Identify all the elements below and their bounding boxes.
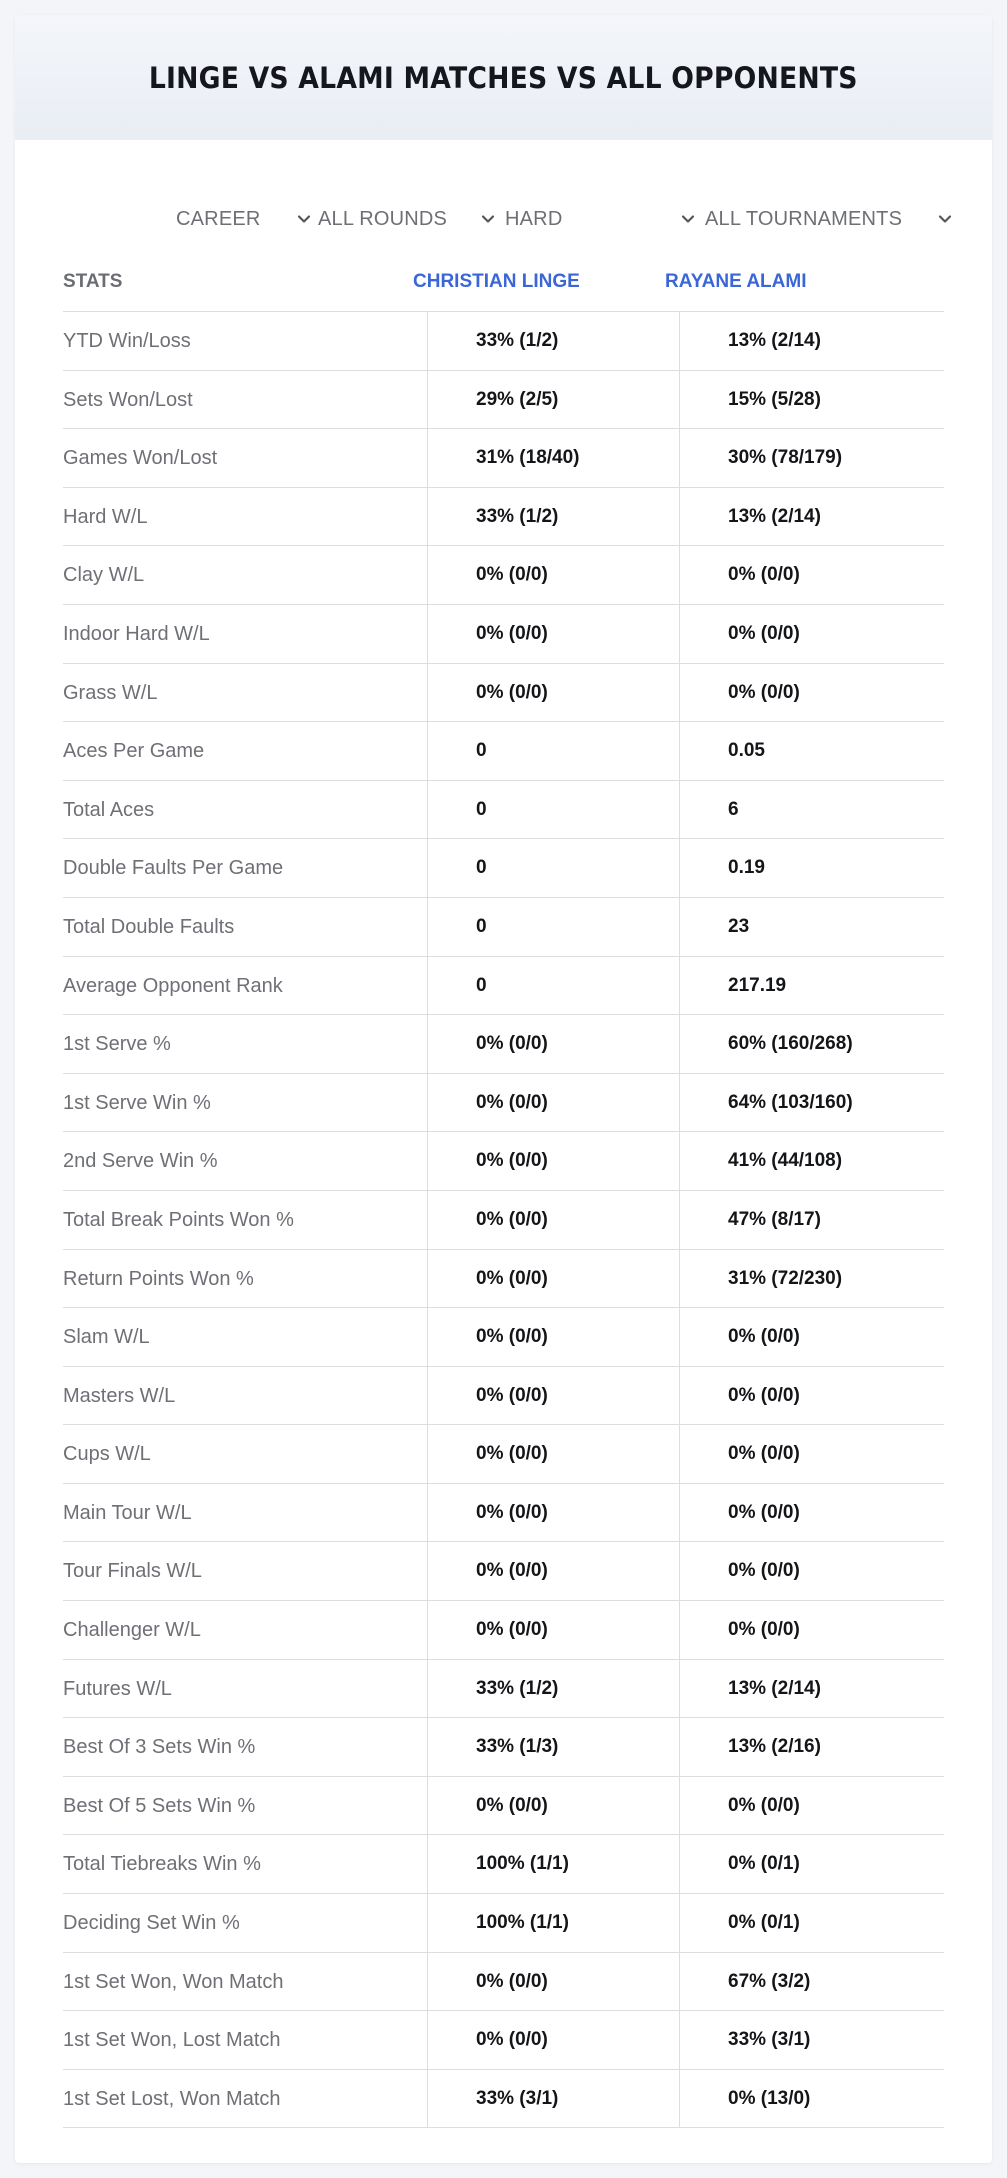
header-stats: STATS xyxy=(63,271,123,292)
table-row xyxy=(63,1132,944,1191)
stat-label: Return Points Won % xyxy=(63,1267,254,1290)
table-row xyxy=(63,546,944,605)
table-header xyxy=(63,251,944,311)
stat-label: Slam W/L xyxy=(63,1326,150,1349)
player2-stat-value: 0.19 xyxy=(728,857,765,879)
player1-stat-value: 33% (1/2) xyxy=(476,505,559,527)
filter-tournaments-label: ALL TOURNAMENTS xyxy=(705,207,903,230)
player2-stat-value: 33% (3/1) xyxy=(728,2029,811,2051)
stat-label: Hard W/L xyxy=(63,505,148,528)
player1-stat-value: 100% (1/1) xyxy=(476,1912,569,1934)
player1-stat-value: 0 xyxy=(476,915,487,937)
player1-stat-value: 0% (0/0) xyxy=(476,1091,548,1113)
table-row xyxy=(63,1367,944,1426)
player1-stat-value: 0% (0/0) xyxy=(476,1619,548,1641)
header-player2-link[interactable]: RAYANE ALAMI xyxy=(665,271,807,292)
table-row xyxy=(63,1660,944,1719)
player2-stat-value: 0% (0/1) xyxy=(728,1853,800,1875)
table-row xyxy=(63,2070,944,2129)
stat-label: 1st Set Lost, Won Match xyxy=(63,2087,281,2110)
player1-stat-value: 0% (0/0) xyxy=(476,1326,548,1348)
table-row xyxy=(63,488,944,547)
table-row xyxy=(63,957,944,1016)
player2-stat-value: 41% (44/108) xyxy=(728,1150,843,1172)
player2-stat-value: 0% (0/1) xyxy=(728,1912,800,1934)
player2-stat-value: 64% (103/160) xyxy=(728,1091,853,1113)
table-row xyxy=(63,781,944,840)
player1-stat-value: 0% (0/0) xyxy=(476,1267,548,1289)
player1-stat-value: 0% (0/0) xyxy=(476,622,548,644)
player1-stat-value: 0% (0/0) xyxy=(476,1560,548,1582)
table-row xyxy=(63,605,944,664)
filter-career-select[interactable] xyxy=(176,192,316,246)
player2-stat-value: 23 xyxy=(728,915,750,937)
stat-label: Games Won/Lost xyxy=(63,447,218,470)
player2-stat-value: 13% (2/14) xyxy=(728,505,821,527)
stat-label: Total Double Faults xyxy=(63,915,235,938)
table-row xyxy=(63,1835,944,1894)
player2-stat-value: 0% (0/0) xyxy=(728,1794,800,1816)
player1-stat-value: 0% (0/0) xyxy=(476,1150,548,1172)
table-row xyxy=(63,1074,944,1133)
stat-label: Deciding Set Win % xyxy=(63,1912,240,1935)
player1-stat-value: 0 xyxy=(476,974,487,996)
player1-stat-value: 33% (1/2) xyxy=(476,330,559,351)
table-row xyxy=(63,312,944,371)
stats-table xyxy=(63,311,944,2128)
player1-stat-value: 33% (1/2) xyxy=(476,1677,559,1699)
stat-label: Grass W/L xyxy=(63,681,158,704)
table-row xyxy=(63,839,944,898)
player2-stat-value: 0% (0/0) xyxy=(728,564,800,586)
stat-label: Total Aces xyxy=(63,798,155,821)
stat-label: 1st Set Won, Won Match xyxy=(63,1970,284,1993)
player2-stat-value: 30% (78/179) xyxy=(728,447,843,469)
player2-stat-value: 13% (2/16) xyxy=(728,1736,821,1758)
table-row xyxy=(63,1015,944,1074)
table-row xyxy=(63,2011,944,2070)
player2-stat-value: 67% (3/2) xyxy=(728,1970,811,1992)
stat-label: YTD Win/Loss xyxy=(63,330,191,352)
stat-label: Aces Per Game xyxy=(63,740,205,763)
filter-rounds-select[interactable] xyxy=(318,192,503,246)
player1-stat-value: 100% (1/1) xyxy=(476,1853,569,1875)
table-row xyxy=(63,1250,944,1309)
player2-stat-value: 13% (2/14) xyxy=(728,1677,821,1699)
player2-stat-value: 6 xyxy=(728,798,739,820)
table-row xyxy=(63,1777,944,1836)
player1-stat-value: 0% (0/0) xyxy=(476,1501,548,1523)
stat-label: Total Break Points Won % xyxy=(63,1208,294,1231)
stat-label: 1st Serve Win % xyxy=(63,1091,211,1114)
stat-label: Cups W/L xyxy=(63,1443,151,1466)
table-row xyxy=(63,1191,944,1250)
player1-stat-value: 0% (0/0) xyxy=(476,2029,548,2051)
player2-stat-value: 217.19 xyxy=(728,974,787,996)
player2-stat-value: 0% (13/0) xyxy=(728,2087,811,2109)
header-player1-link[interactable]: CHRISTIAN LINGE xyxy=(413,271,580,292)
player1-stat-value: 0 xyxy=(476,798,487,820)
table-row xyxy=(63,898,944,957)
player1-stat-value: 0% (0/0) xyxy=(476,1033,548,1055)
player2-stat-value: 0% (0/0) xyxy=(728,1619,800,1641)
table-row xyxy=(63,371,944,430)
player2-stat-value: 0% (0/0) xyxy=(728,622,800,644)
player2-stat-value: 0% (0/0) xyxy=(728,1501,800,1523)
player2-stat-value: 31% (72/230) xyxy=(728,1267,843,1289)
page-title: LINGE VS ALAMI MATCHES VS ALL OPPONENTS xyxy=(149,60,858,95)
player1-stat-value: 0% (0/0) xyxy=(476,1208,548,1230)
player2-stat-value: 0.05 xyxy=(728,740,765,762)
chevron-down-icon xyxy=(296,211,312,227)
player2-stat-value: 47% (8/17) xyxy=(728,1208,821,1230)
table-row xyxy=(63,1718,944,1777)
player1-stat-value: 29% (2/5) xyxy=(476,388,559,410)
stat-label: Main Tour W/L xyxy=(63,1501,192,1524)
stat-label: Best Of 5 Sets Win % xyxy=(63,1794,256,1817)
table-row xyxy=(63,1542,944,1601)
table-row xyxy=(63,429,944,488)
filter-career-label: CAREER xyxy=(176,207,261,230)
player1-stat-value: 0% (0/0) xyxy=(476,1384,548,1406)
stat-label: Challenger W/L xyxy=(63,1619,201,1642)
table-row xyxy=(63,1484,944,1543)
stat-label: 1st Serve % xyxy=(63,1033,171,1056)
table-row xyxy=(63,722,944,781)
stat-label: Total Tiebreaks Win % xyxy=(63,1853,261,1876)
player1-stat-value: 0% (0/0) xyxy=(476,681,548,703)
player2-stat-value: 0% (0/0) xyxy=(728,1560,800,1582)
filter-tournaments-select[interactable] xyxy=(705,192,955,246)
stat-label: Tour Finals W/L xyxy=(63,1560,202,1583)
player2-stat-value: 0% (0/0) xyxy=(728,1384,800,1406)
player1-stat-value: 0% (0/0) xyxy=(476,1970,548,1992)
chevron-down-icon xyxy=(480,211,496,227)
player2-stat-value: 60% (160/268) xyxy=(728,1033,853,1055)
stat-label: Double Faults Per Game xyxy=(63,857,284,880)
chevron-down-icon xyxy=(937,211,953,227)
stat-label: Futures W/L xyxy=(63,1677,172,1700)
stat-label: 2nd Serve Win % xyxy=(63,1150,218,1173)
filter-rounds-label: ALL ROUNDS xyxy=(318,207,448,230)
stat-label: 1st Set Won, Lost Match xyxy=(63,2029,281,2052)
player2-stat-value: 0% (0/0) xyxy=(728,1443,800,1465)
player1-stat-value: 33% (3/1) xyxy=(476,2087,559,2109)
player2-stat-value: 15% (5/28) xyxy=(728,388,821,410)
player1-stat-value: 0% (0/0) xyxy=(476,1443,548,1465)
card-header xyxy=(15,15,992,140)
player1-stat-value: 0 xyxy=(476,857,487,879)
table-row xyxy=(63,1953,944,2012)
filter-surface-select[interactable] xyxy=(505,192,705,246)
stat-label: Clay W/L xyxy=(63,564,145,587)
table-row xyxy=(63,1601,944,1660)
table-row xyxy=(63,1308,944,1367)
player2-stat-value: 0% (0/0) xyxy=(728,681,800,703)
stat-label: Sets Won/Lost xyxy=(63,388,193,411)
table-row xyxy=(63,1894,944,1953)
player1-stat-value: 0% (0/0) xyxy=(476,1794,548,1816)
stats-card xyxy=(15,15,992,2163)
player1-stat-value: 0 xyxy=(476,740,487,762)
chevron-down-icon xyxy=(680,211,696,227)
player1-stat-value: 33% (1/3) xyxy=(476,1736,559,1758)
player1-stat-value: 0% (0/0) xyxy=(476,564,548,586)
table-row xyxy=(63,1425,944,1484)
player1-stat-value: 31% (18/40) xyxy=(476,447,580,469)
player2-stat-value: 13% (2/14) xyxy=(728,330,821,351)
stat-label: Indoor Hard W/L xyxy=(63,622,210,645)
filter-surface-label: HARD xyxy=(505,207,563,230)
filter-bar xyxy=(15,192,992,246)
player2-stat-value: 0% (0/0) xyxy=(728,1326,800,1348)
table-row xyxy=(63,664,944,723)
stat-label: Masters W/L xyxy=(63,1384,176,1407)
stat-label: Average Opponent Rank xyxy=(63,974,283,997)
stat-label: Best Of 3 Sets Win % xyxy=(63,1736,256,1759)
